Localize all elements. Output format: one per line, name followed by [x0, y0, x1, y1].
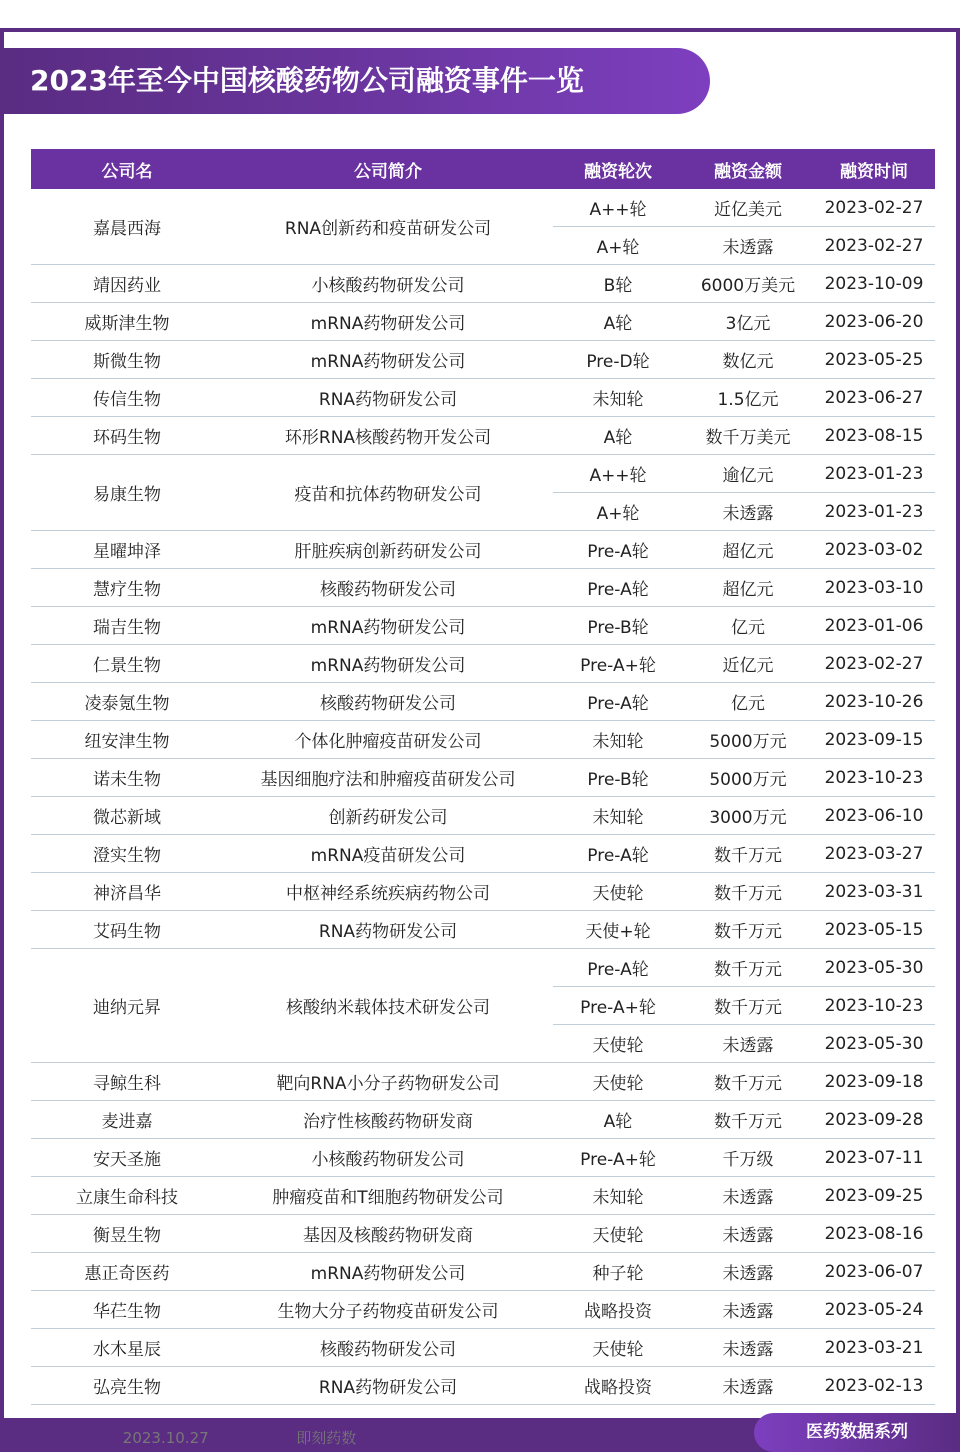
funding-amount: 亿元: [683, 683, 813, 721]
company-description: mRNA药物研发公司: [223, 1253, 553, 1291]
company-name: 纽安津生物: [31, 721, 223, 759]
table-row: [31, 1215, 935, 1253]
table-row: [31, 1329, 935, 1367]
funding-round: B轮: [553, 265, 683, 303]
col-header-description: 公司简介: [223, 149, 553, 189]
funding-round: Pre-A轮: [553, 835, 683, 873]
table-row: [31, 797, 935, 835]
funding-amount: 数千万元: [683, 835, 813, 873]
company-description: 小核酸药物研发公司: [223, 265, 553, 303]
funding-date: 2023-03-27: [813, 835, 935, 873]
page-frame: [0, 28, 960, 1452]
company-description: 中枢神经系统疾病药物公司: [223, 873, 553, 911]
funding-round: Pre-B轮: [553, 607, 683, 645]
funding-amount: 未透露: [683, 227, 813, 265]
table-row: [31, 645, 935, 683]
funding-amount: 数亿元: [683, 341, 813, 379]
funding-date: 2023-01-06: [813, 607, 935, 645]
company-description: 小核酸药物研发公司: [223, 1139, 553, 1177]
table-row: [31, 569, 935, 607]
funding-amount: 6000万美元: [683, 265, 813, 303]
footer-date-value: 2023.10.27: [122, 1429, 209, 1447]
funding-amount: 未透露: [683, 1253, 813, 1291]
funding-round: 天使轮: [553, 873, 683, 911]
funding-amount: 近亿美元: [683, 189, 813, 227]
funding-round: Pre-A+轮: [553, 1139, 683, 1177]
funding-round: Pre-A轮: [553, 569, 683, 607]
company-description: RNA药物研发公司: [223, 1367, 553, 1405]
funding-round: 天使轮: [553, 1215, 683, 1253]
funding-amount: 数千万元: [683, 1063, 813, 1101]
funding-date: 2023-10-26: [813, 683, 935, 721]
company-name: 澄实生物: [31, 835, 223, 873]
table-row: [31, 531, 935, 569]
table-row: [31, 303, 935, 341]
col-header-amount: 融资金额: [683, 149, 813, 189]
funding-amount: 数千万元: [683, 873, 813, 911]
funding-date: 2023-10-23: [813, 987, 935, 1025]
funding-amount: 亿元: [683, 607, 813, 645]
funding-round: Pre-A轮: [553, 531, 683, 569]
table-row: [31, 683, 935, 721]
company-name: 诺未生物: [31, 759, 223, 797]
funding-date: 2023-08-15: [813, 417, 935, 455]
funding-round: Pre-A+轮: [553, 645, 683, 683]
funding-amount: 千万级: [683, 1139, 813, 1177]
funding-amount: 未透露: [683, 1177, 813, 1215]
funding-amount: 5000万元: [683, 721, 813, 759]
funding-date: 2023-05-25: [813, 341, 935, 379]
company-name: 易康生物: [31, 455, 223, 531]
table-row: [31, 607, 935, 645]
table-row: [31, 911, 935, 949]
table-row: [31, 379, 935, 417]
funding-round: A轮: [553, 417, 683, 455]
funding-amount: 未透露: [683, 1367, 813, 1405]
page-title: 2023年至今中国核酸药物公司融资事件一览: [30, 64, 584, 97]
funding-date: 2023-05-15: [813, 911, 935, 949]
funding-date: 2023-06-20: [813, 303, 935, 341]
funding-date: 2023-03-10: [813, 569, 935, 607]
footer-info: [22, 1426, 368, 1450]
company-name: 神济昌华: [31, 873, 223, 911]
table-row: [31, 1101, 935, 1139]
table-row: [31, 1367, 935, 1405]
funding-amount: 超亿元: [683, 531, 813, 569]
table-row: [31, 949, 935, 987]
table-row: [31, 1291, 935, 1329]
funding-date: 2023-02-27: [813, 645, 935, 683]
col-header-date: 融资时间: [813, 149, 935, 189]
funding-date: 2023-07-11: [813, 1139, 935, 1177]
company-description: RNA创新药和疫苗研发公司: [223, 189, 553, 265]
funding-round: A轮: [553, 1101, 683, 1139]
funding-date: 2023-05-30: [813, 949, 935, 987]
funding-date: 2023-02-27: [813, 227, 935, 265]
company-description: 生物大分子药物疫苗研发公司: [223, 1291, 553, 1329]
company-name: 寻鲸生科: [31, 1063, 223, 1101]
funding-amount: 超亿元: [683, 569, 813, 607]
company-description: 核酸药物研发公司: [223, 569, 553, 607]
company-name: 凌泰氪生物: [31, 683, 223, 721]
funding-date: 2023-09-15: [813, 721, 935, 759]
company-description: 核酸药物研发公司: [223, 1329, 553, 1367]
footer-date-label: 数据整理日期:: [22, 1429, 118, 1447]
company-name: 衡昱生物: [31, 1215, 223, 1253]
company-description: mRNA疫苗研发公司: [223, 835, 553, 873]
funding-date: 2023-08-16: [813, 1215, 935, 1253]
funding-round: 天使轮: [553, 1025, 683, 1063]
funding-amount: 未透露: [683, 493, 813, 531]
company-name: 华芢生物: [31, 1291, 223, 1329]
funding-date: 2023-09-25: [813, 1177, 935, 1215]
table-row: [31, 341, 935, 379]
company-name: 立康生命科技: [31, 1177, 223, 1215]
funding-date: 2023-06-10: [813, 797, 935, 835]
company-description: 核酸纳米载体技术研发公司: [223, 949, 553, 1063]
funding-date: 2023-03-21: [813, 1329, 935, 1367]
funding-amount: 3亿元: [683, 303, 813, 341]
funding-date: 2023-02-13: [813, 1367, 935, 1405]
funding-date: 2023-02-27: [813, 189, 935, 227]
funding-date: 2023-05-30: [813, 1025, 935, 1063]
company-description: mRNA药物研发公司: [223, 607, 553, 645]
funding-round: Pre-A轮: [553, 949, 683, 987]
funding-round: A+轮: [553, 493, 683, 531]
company-name: 瑞吉生物: [31, 607, 223, 645]
funding-table: [31, 149, 935, 1405]
company-description: 创新药研发公司: [223, 797, 553, 835]
funding-amount: 5000万元: [683, 759, 813, 797]
company-name: 靖因药业: [31, 265, 223, 303]
funding-round: 未知轮: [553, 1177, 683, 1215]
table-row: [31, 1063, 935, 1101]
funding-round: 战略投资: [553, 1367, 683, 1405]
company-name: 麦进嘉: [31, 1101, 223, 1139]
company-name: 艾码生物: [31, 911, 223, 949]
company-name: 斯微生物: [31, 341, 223, 379]
company-description: mRNA药物研发公司: [223, 341, 553, 379]
table-row: [31, 417, 935, 455]
funding-date: 2023-09-28: [813, 1101, 935, 1139]
funding-round: 未知轮: [553, 721, 683, 759]
company-description: 环形RNA核酸药物开发公司: [223, 417, 553, 455]
funding-amount: 1.5亿元: [683, 379, 813, 417]
funding-round: 战略投资: [553, 1291, 683, 1329]
company-description: mRNA药物研发公司: [223, 645, 553, 683]
company-description: 靶向RNA小分子药物研发公司: [223, 1063, 553, 1101]
company-description: 肿瘤疫苗和T细胞药物研发公司: [223, 1177, 553, 1215]
funding-round: Pre-D轮: [553, 341, 683, 379]
funding-amount: 逾亿元: [683, 455, 813, 493]
funding-amount: 数千万元: [683, 911, 813, 949]
company-name: 微芯新域: [31, 797, 223, 835]
funding-date: 2023-06-27: [813, 379, 935, 417]
company-name: 水木星辰: [31, 1329, 223, 1367]
table-body: [31, 189, 935, 1405]
table-row: [31, 835, 935, 873]
company-name: 仁景生物: [31, 645, 223, 683]
title-banner: [4, 48, 710, 114]
funding-round: A轮: [553, 303, 683, 341]
funding-date: 2023-05-24: [813, 1291, 935, 1329]
funding-amount: 未透露: [683, 1025, 813, 1063]
company-description: RNA药物研发公司: [223, 911, 553, 949]
company-description: 基因及核酸药物研发商: [223, 1215, 553, 1253]
table-row: [31, 1253, 935, 1291]
table-row: [31, 455, 935, 493]
funding-round: 未知轮: [553, 379, 683, 417]
funding-date: 2023-03-02: [813, 531, 935, 569]
table-row: [31, 265, 935, 303]
table-row: [31, 1177, 935, 1215]
table-header-row: [31, 149, 935, 189]
company-description: RNA药物研发公司: [223, 379, 553, 417]
funding-amount: 数千万元: [683, 987, 813, 1025]
series-badge: 医药数据系列: [754, 1413, 960, 1452]
funding-date: 2023-10-23: [813, 759, 935, 797]
table-row: [31, 1139, 935, 1177]
funding-date: 2023-09-18: [813, 1063, 935, 1101]
company-name: 弘亮生物: [31, 1367, 223, 1405]
funding-amount: 数千万元: [683, 1101, 813, 1139]
company-description: 核酸药物研发公司: [223, 683, 553, 721]
funding-round: A++轮: [553, 189, 683, 227]
funding-amount: 数千万美元: [683, 417, 813, 455]
company-description: 疫苗和抗体药物研发公司: [223, 455, 553, 531]
funding-round: 天使轮: [553, 1329, 683, 1367]
company-description: 基因细胞疗法和肿瘤疫苗研发公司: [223, 759, 553, 797]
col-header-round: 融资轮次: [553, 149, 683, 189]
funding-round: A+轮: [553, 227, 683, 265]
funding-amount: 近亿元: [683, 645, 813, 683]
company-description: 个体化肿瘤疫苗研发公司: [223, 721, 553, 759]
company-name: 安天圣施: [31, 1139, 223, 1177]
funding-round: 种子轮: [553, 1253, 683, 1291]
company-name: 星曜坤泽: [31, 531, 223, 569]
table-row: [31, 721, 935, 759]
funding-round: 天使+轮: [553, 911, 683, 949]
funding-date: 2023-10-09: [813, 265, 935, 303]
company-description: 治疗性核酸药物研发商: [223, 1101, 553, 1139]
company-name: 环码生物: [31, 417, 223, 455]
funding-round: A++轮: [553, 455, 683, 493]
funding-amount: 3000万元: [683, 797, 813, 835]
company-name: 传信生物: [31, 379, 223, 417]
funding-date: 2023-06-07: [813, 1253, 935, 1291]
col-header-company: 公司名: [31, 149, 223, 189]
funding-round: Pre-B轮: [553, 759, 683, 797]
table-row: [31, 759, 935, 797]
company-description: 肝脏疾病创新药研发公司: [223, 531, 553, 569]
funding-date: 2023-01-23: [813, 493, 935, 531]
company-name: 威斯津生物: [31, 303, 223, 341]
funding-date: 2023-03-31: [813, 873, 935, 911]
company-name: 迪纳元昇: [31, 949, 223, 1063]
table-row: [31, 189, 935, 227]
company-description: mRNA药物研发公司: [223, 303, 553, 341]
funding-amount: 数千万元: [683, 949, 813, 987]
funding-round: 未知轮: [553, 797, 683, 835]
company-name: 慧疗生物: [31, 569, 223, 607]
company-name: 嘉晨西海: [31, 189, 223, 265]
company-name: 惠正奇医药: [31, 1253, 223, 1291]
funding-amount: 未透露: [683, 1291, 813, 1329]
funding-amount: 未透露: [683, 1329, 813, 1367]
funding-date: 2023-01-23: [813, 455, 935, 493]
footer-source-label: 数据来源:: [225, 1429, 292, 1447]
funding-round: Pre-A+轮: [553, 987, 683, 1025]
funding-amount: 未透露: [683, 1215, 813, 1253]
table-row: [31, 873, 935, 911]
funding-round: 天使轮: [553, 1063, 683, 1101]
footer-source-value: 即刻药数: [296, 1429, 357, 1447]
funding-round: Pre-A轮: [553, 683, 683, 721]
